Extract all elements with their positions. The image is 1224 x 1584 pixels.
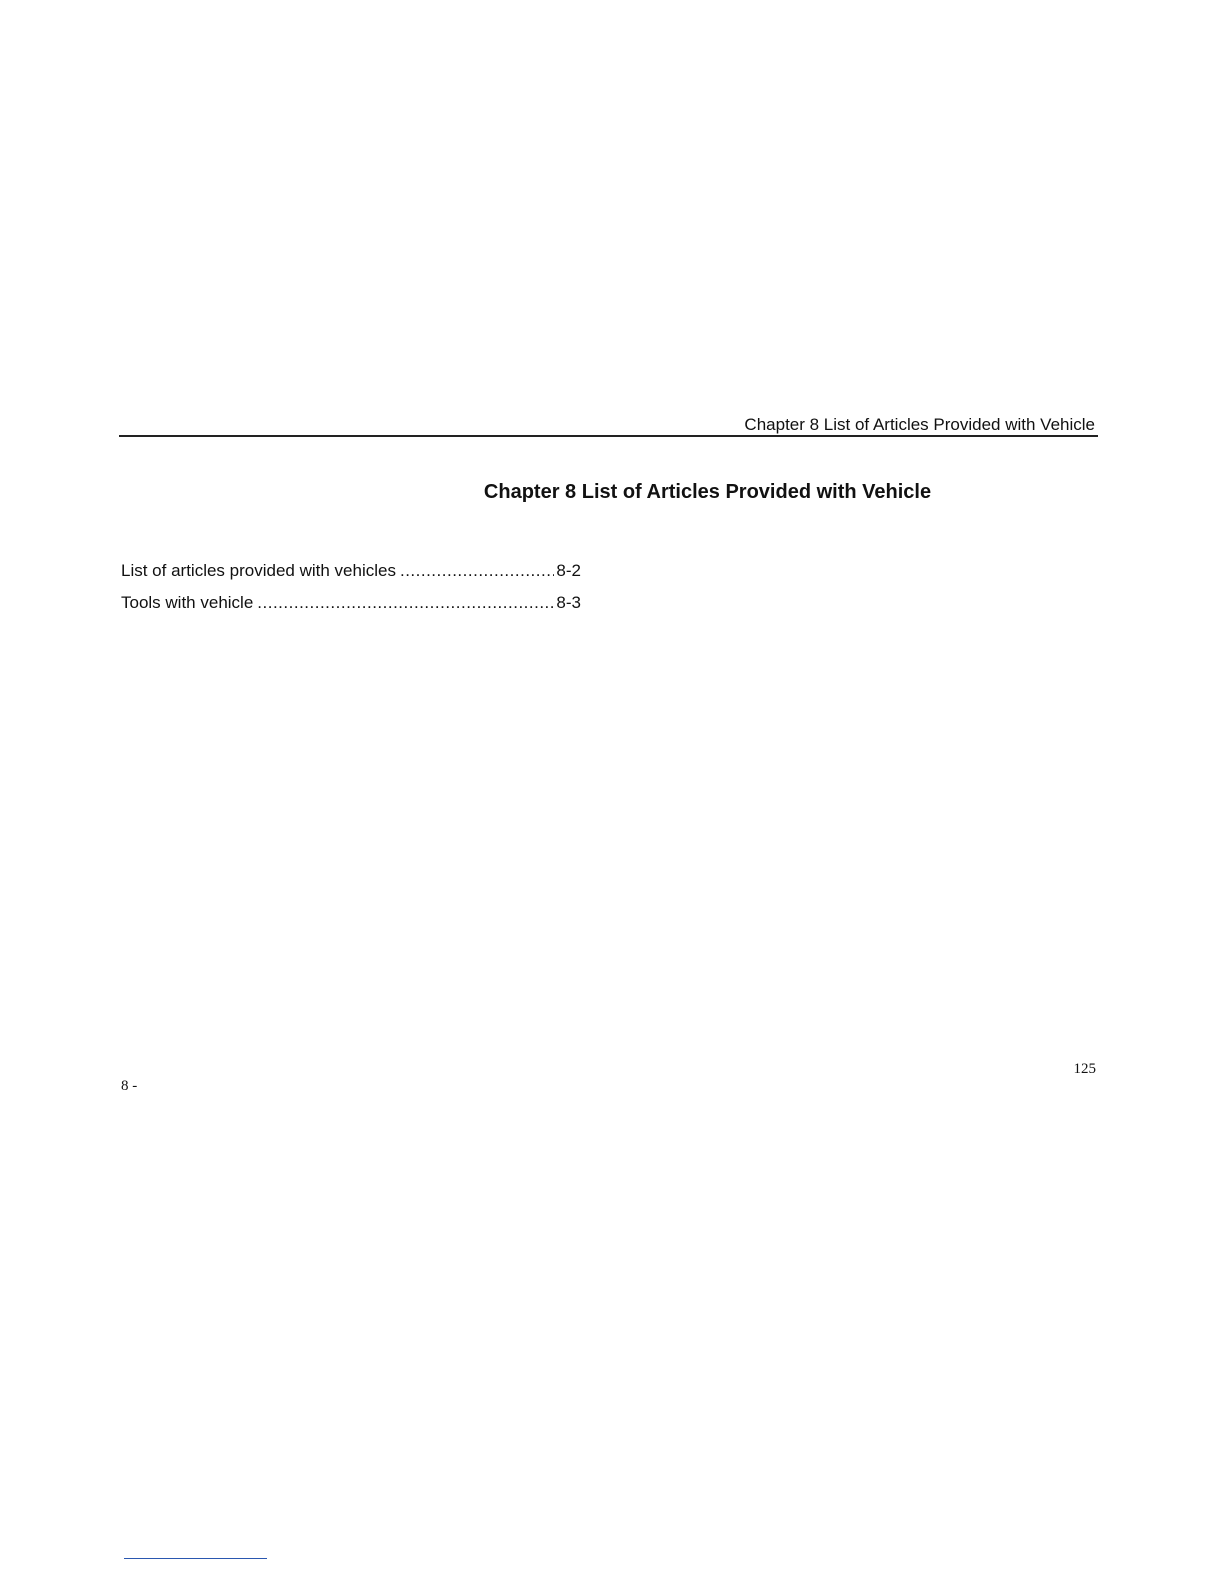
header-divider (119, 435, 1098, 437)
toc-entry-label: List of articles provided with vehicles (121, 561, 396, 580)
toc-entry[interactable] (121, 560, 581, 582)
table-of-contents (121, 560, 581, 624)
toc-entry-page: 8-2 (556, 561, 581, 580)
toc-entry-label: Tools with vehicle (121, 593, 254, 612)
toc-entry-page: 8-3 (556, 593, 581, 612)
footnote-divider (124, 1558, 267, 1559)
page-number: 125 (1073, 1061, 1096, 1077)
toc-entry[interactable] (121, 592, 581, 614)
running-header: Chapter 8 List of Articles Provided with Vehicle (744, 415, 1095, 434)
toc-dot-leader (257, 592, 554, 614)
chapter-footer-marker: 8 - (121, 1078, 138, 1094)
toc-dot-leader (400, 560, 554, 582)
chapter-title: Chapter 8 List of Articles Provided with Vehicle (483, 481, 932, 503)
